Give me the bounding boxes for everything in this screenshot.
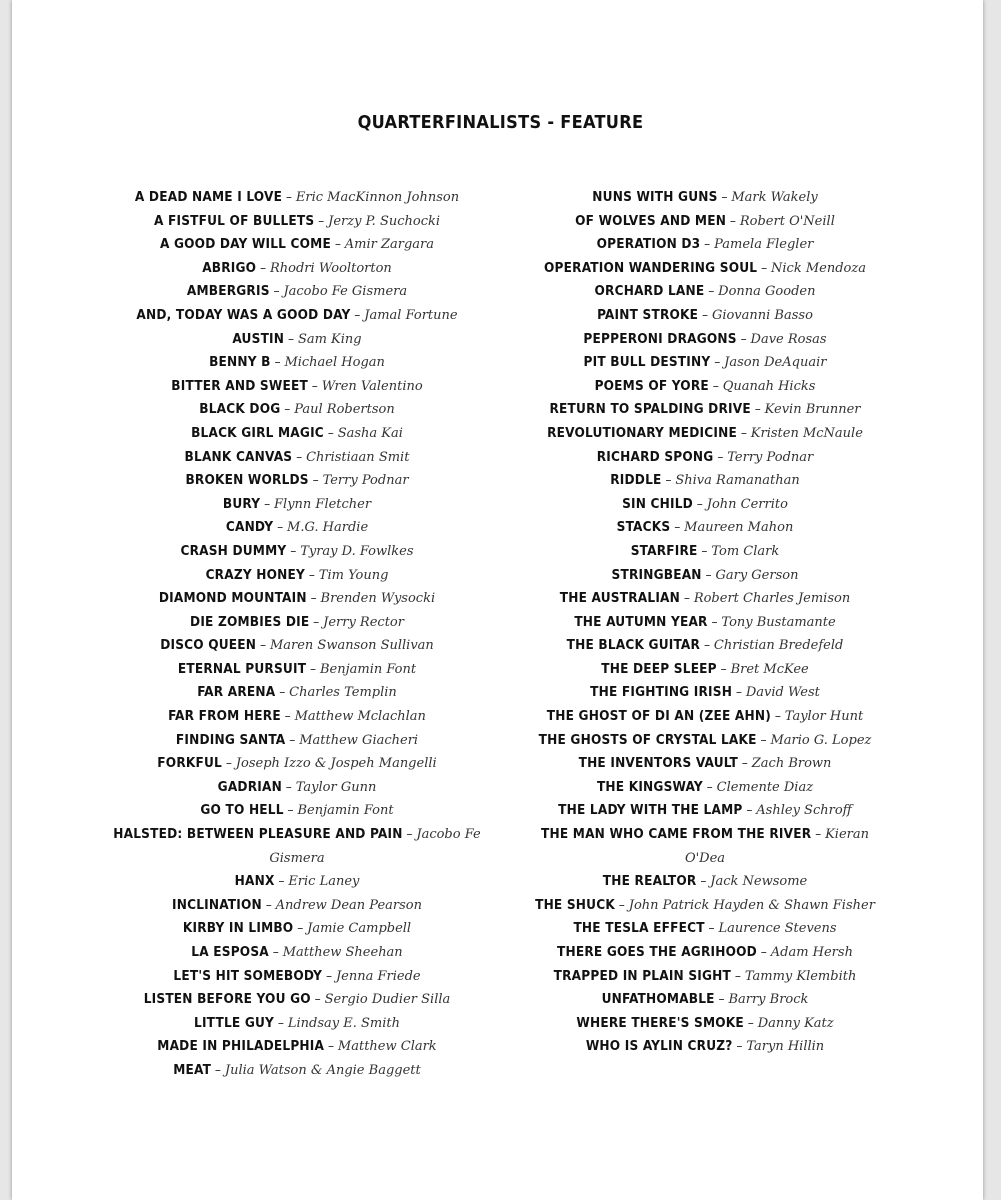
list-item	[520, 516, 890, 540]
author-name: Paul Robertson	[294, 402, 395, 418]
author-name: Jason DeAquair	[724, 355, 827, 371]
author-name: Mark Wakely	[731, 190, 818, 205]
film-title: THE SHUCK	[535, 896, 615, 913]
separator: –	[281, 778, 296, 795]
separator: –	[280, 401, 295, 418]
separator: –	[756, 944, 771, 960]
list-item	[520, 870, 890, 894]
list-item	[112, 705, 482, 729]
list-item	[112, 304, 482, 328]
author-name: Amir Zargara	[344, 237, 435, 253]
author-name: Sergio Dudier Silla	[324, 992, 451, 1008]
author-name: Terry Podnar	[322, 473, 409, 489]
separator: –	[743, 1014, 758, 1031]
film-title: A FISTFUL OF BULLETS	[153, 212, 315, 229]
film-title: POEMS OF YORE	[594, 377, 709, 394]
film-title: WHO IS AYLIN CRUZ?	[585, 1038, 733, 1055]
author-name: Maureen Mahon	[684, 520, 794, 536]
film-title: NUNS WITH GUNS	[592, 189, 718, 205]
separator: –	[275, 684, 290, 701]
list-item	[520, 257, 890, 281]
list-item	[112, 1012, 482, 1036]
list-item	[520, 705, 890, 729]
list-item	[520, 634, 890, 658]
separator: –	[742, 802, 757, 819]
list-item	[520, 351, 890, 375]
film-title: A DEAD NAME I LOVE	[134, 189, 283, 205]
author-name: Nick Mendoza	[771, 260, 866, 276]
author-name: Danny Katz	[757, 1015, 834, 1031]
film-title: STACKS	[616, 519, 671, 536]
author-name: Giovanni Basso	[711, 307, 813, 323]
separator: –	[697, 542, 712, 559]
list-item	[520, 398, 890, 422]
author-name: M.G. Hardie	[287, 520, 369, 536]
author-name: Christian Bredefeld	[713, 638, 844, 654]
film-title: RICHARD SPONG	[596, 448, 714, 465]
list-item	[520, 564, 890, 588]
list-item	[112, 564, 482, 588]
film-title: THE AUTUMN YEAR	[574, 613, 708, 630]
author-name: Dave Rosas	[750, 331, 827, 347]
author-name: Kieran O'Dea	[684, 827, 869, 866]
separator: –	[707, 613, 722, 630]
author-name: Tammy Klembith	[744, 968, 857, 984]
separator: –	[273, 519, 288, 536]
list-item	[112, 493, 482, 517]
separator: –	[285, 731, 300, 748]
separator: –	[757, 259, 772, 276]
author-name: Julia Watson & Angie Baggett	[224, 1062, 421, 1078]
separator: –	[732, 1038, 747, 1055]
film-title: DIE ZOMBIES DIE	[190, 613, 310, 630]
film-title: DISCO QUEEN	[160, 637, 257, 654]
separator: –	[269, 283, 284, 300]
separator: –	[704, 283, 719, 300]
film-title: INCLINATION	[172, 896, 262, 913]
author-name: Shiva Ramanathan	[675, 473, 800, 489]
author-name: Maren Swanson Sullivan	[269, 638, 434, 654]
list-item	[112, 681, 482, 705]
separator: –	[716, 660, 731, 677]
author-name: Jerry Rector	[323, 614, 404, 630]
list-item	[112, 988, 482, 1012]
author-name: Zach Brown	[751, 756, 832, 772]
list-item	[520, 328, 890, 352]
film-title: ETERNAL PURSUIT	[177, 660, 307, 677]
list-item	[112, 752, 482, 776]
list-item	[520, 540, 890, 564]
separator: –	[710, 354, 725, 371]
author-name: John Cerrito	[706, 496, 788, 512]
film-title: STARFIRE	[630, 542, 698, 559]
separator: –	[350, 306, 365, 323]
film-title: WHERE THERE'S SMOKE	[576, 1014, 744, 1031]
list-item	[520, 469, 890, 493]
author-name: Flynn Fletcher	[274, 496, 372, 512]
separator: –	[308, 472, 323, 489]
list-item	[112, 587, 482, 611]
film-title: LET'S HIT SOMEBODY	[173, 967, 323, 984]
film-title: THE KINGSWAY	[596, 778, 703, 795]
list-item	[112, 894, 482, 918]
film-title: RIDDLE	[610, 472, 662, 489]
author-name: Bret McKee	[730, 661, 809, 677]
separator: –	[701, 566, 716, 583]
separator: –	[283, 802, 298, 819]
list-item	[520, 941, 890, 965]
author-name: John Patrick Hayden & Shawn Fisher	[628, 897, 875, 913]
author-name: Kevin Brunner	[764, 402, 861, 418]
film-title: THE LADY WITH THE LAMP	[558, 802, 743, 819]
separator: –	[261, 896, 276, 913]
separator: –	[736, 330, 751, 347]
film-title: THE TESLA EFFECT	[573, 920, 705, 937]
author-name: Charles Templin	[289, 685, 397, 701]
film-title: OF WOLVES AND MEN	[575, 212, 727, 229]
film-title: FAR FROM HERE	[168, 708, 281, 725]
list-item	[520, 894, 890, 918]
film-title: BROKEN WORLDS	[185, 472, 309, 489]
separator: –	[322, 967, 336, 984]
author-name: Clemente Diaz	[716, 779, 814, 795]
separator: –	[680, 590, 694, 607]
author-name: Matthew Giacheri	[299, 732, 419, 748]
film-title: BLACK DOG	[199, 401, 281, 418]
separator: –	[323, 424, 338, 441]
author-name: Tony Bustamante	[721, 614, 836, 630]
film-title: DIAMOND MOUNTAIN	[158, 590, 307, 607]
film-title: BLACK GIRL MAGIC	[191, 424, 324, 441]
list-item	[112, 398, 482, 422]
separator: –	[661, 472, 676, 489]
list-item	[112, 516, 482, 540]
film-title: PEPPERONI DRAGONS	[583, 330, 737, 347]
film-title: FAR ARENA	[197, 684, 276, 701]
author-name: Lindsay E. Smith	[287, 1015, 400, 1031]
separator: –	[698, 306, 712, 323]
separator: –	[280, 708, 295, 725]
author-name: Jack Newsome	[710, 874, 808, 890]
list-item	[520, 375, 890, 399]
author-name: Andrew Dean Pearson	[275, 897, 422, 913]
film-title: BURY	[222, 495, 261, 512]
film-title: ABRIGO	[202, 259, 257, 276]
film-title: CRASH DUMMY	[180, 542, 287, 559]
film-title: BLANK CANVAS	[184, 448, 293, 465]
list-item	[520, 1035, 890, 1059]
list-item	[112, 351, 482, 375]
separator: –	[286, 542, 301, 559]
author-name: Jamie Campbell	[307, 921, 412, 937]
author-name: Donna Gooden	[718, 284, 816, 300]
film-title: GADRIAN	[217, 778, 282, 795]
list-item	[112, 186, 482, 210]
author-name: Ashley Schroff	[756, 803, 852, 819]
author-name: Jerzy P. Suchocki	[328, 213, 441, 229]
author-name: David West	[745, 685, 820, 701]
author-name: Mario G. Lopez	[770, 732, 872, 748]
separator: –	[726, 212, 740, 229]
separator: –	[614, 896, 629, 913]
author-name: Quanah Hicks	[722, 378, 816, 394]
separator: –	[270, 354, 285, 371]
author-name: Rhodri Wooltorton	[270, 260, 392, 276]
separator: –	[292, 448, 307, 465]
author-name: Tim Young	[318, 567, 389, 583]
author-name: Brenden Wysocki	[320, 591, 436, 607]
list-item	[520, 681, 890, 705]
author-name: Jenna Friede	[335, 968, 421, 984]
list-item	[112, 422, 482, 446]
film-title: STRINGBEAN	[611, 566, 702, 583]
author-name: Jacobo Fe Gismera	[269, 827, 481, 866]
film-title: CANDY	[225, 519, 274, 536]
list-item	[520, 186, 890, 210]
author-name: Sam King	[297, 331, 362, 347]
author-name: Kristen McNaule	[750, 425, 863, 441]
film-title: AMBERGRIS	[186, 283, 270, 300]
author-name: Taylor Hunt	[784, 709, 864, 725]
list-item	[112, 965, 482, 989]
film-title: PIT BULL DESTINY	[583, 354, 711, 371]
film-title: FORKFUL	[157, 755, 222, 772]
list-item	[112, 1059, 482, 1083]
list-item	[112, 870, 482, 894]
film-title: UNFATHOMABLE	[601, 991, 715, 1008]
separator: –	[211, 1061, 225, 1078]
list-item	[112, 375, 482, 399]
author-name: Laurence Stevens	[718, 921, 837, 937]
separator: –	[260, 495, 275, 512]
film-title: THE MAN WHO CAME FROM THE RIVER	[541, 826, 812, 843]
author-name: Eric MacKinnon Johnson	[295, 190, 460, 205]
list-item	[112, 799, 482, 823]
author-name: Jamal Fortune	[364, 307, 458, 323]
film-title: BENNY B	[209, 354, 271, 371]
list-item	[112, 469, 482, 493]
author-name: Adam Hersh	[770, 945, 853, 960]
author-name: Benjamin Font	[319, 661, 417, 677]
separator: –	[771, 708, 785, 725]
list-item	[112, 540, 482, 564]
separator: –	[284, 330, 298, 347]
author-name: Matthew Mclachlan	[294, 709, 426, 725]
list-item	[112, 611, 482, 635]
list-item	[520, 823, 890, 870]
film-title: KIRBY IN LIMBO	[182, 920, 294, 937]
film-title: CRAZY HONEY	[205, 566, 305, 583]
separator: –	[713, 448, 728, 465]
separator: –	[330, 236, 345, 253]
film-title: SIN CHILD	[622, 495, 693, 512]
author-name: Terry Podnar	[727, 449, 814, 465]
separator: –	[307, 377, 322, 394]
list-item	[112, 634, 482, 658]
separator: –	[314, 212, 329, 229]
list-item	[112, 776, 482, 800]
author-name: Eric Laney	[288, 874, 360, 890]
separator: –	[811, 826, 826, 843]
list-item	[520, 776, 890, 800]
list-item	[520, 446, 890, 470]
list-item	[520, 988, 890, 1012]
list-item	[112, 823, 482, 870]
list-item	[520, 422, 890, 446]
separator: –	[306, 590, 321, 607]
list-item	[520, 233, 890, 257]
list-item	[520, 799, 890, 823]
author-name: Taryn Hillin	[746, 1039, 825, 1055]
separator: –	[737, 755, 752, 772]
separator: –	[309, 613, 324, 630]
film-title: MEAT	[173, 1061, 212, 1078]
list-item	[520, 752, 890, 776]
separator: –	[293, 920, 308, 937]
separator: –	[692, 495, 707, 512]
separator: –	[324, 1038, 338, 1055]
film-title: THERE GOES THE AGRIHOOD	[557, 944, 757, 960]
film-title: THE GHOSTS OF CRYSTAL LAKE	[538, 731, 757, 748]
film-title: OPERATION D3	[596, 236, 701, 253]
separator: –	[731, 967, 745, 984]
film-title: THE AUSTRALIAN	[559, 590, 681, 607]
separator: –	[306, 660, 320, 677]
separator: –	[732, 684, 746, 701]
separator: –	[700, 637, 714, 654]
author-name: Matthew Sheehan	[282, 945, 403, 960]
separator: –	[256, 259, 270, 276]
author-name: Barry Brock	[728, 992, 809, 1008]
separator: –	[704, 920, 719, 937]
author-name: Matthew Clark	[337, 1039, 437, 1055]
list-item	[520, 587, 890, 611]
author-name: Robert O'Neill	[739, 213, 835, 229]
separator: –	[282, 189, 296, 205]
author-name: Joseph Izzo & Jospeh Mangelli	[235, 756, 437, 772]
author-name: Jacobo Fe Gismera	[283, 284, 408, 300]
film-title: LA ESPOSA	[191, 944, 269, 960]
film-title: AUSTIN	[232, 330, 285, 347]
film-title: OPERATION WANDERING SOUL	[544, 259, 758, 276]
author-name: Wren Valentino	[321, 378, 423, 394]
author-name: Tyray D. Fowlkes	[300, 543, 414, 559]
separator: –	[268, 944, 283, 960]
film-title: THE DEEP SLEEP	[601, 660, 717, 677]
separator: –	[708, 377, 723, 394]
separator: –	[274, 873, 289, 890]
separator: –	[222, 755, 236, 772]
separator: –	[305, 566, 319, 583]
author-name: Michael Hogan	[284, 355, 385, 371]
separator: –	[696, 873, 711, 890]
film-title: THE GHOST OF DI AN (ZEE AHN)	[546, 708, 771, 725]
film-title: REVOLUTIONARY MEDICINE	[547, 424, 737, 441]
list-item	[520, 658, 890, 682]
list-item	[112, 941, 482, 965]
list-item	[112, 280, 482, 304]
separator: –	[714, 991, 729, 1008]
separator: –	[717, 189, 732, 205]
film-title: BITTER AND SWEET	[171, 377, 308, 394]
film-title: FINDING SANTA	[175, 731, 286, 748]
list-item	[520, 729, 890, 753]
list-item	[112, 210, 482, 234]
separator: –	[402, 826, 417, 843]
list-item	[520, 304, 890, 328]
separator: –	[736, 424, 751, 441]
list-item	[112, 233, 482, 257]
list-item	[520, 611, 890, 635]
film-title: RETURN TO SPALDING DRIVE	[549, 401, 751, 418]
separator: –	[750, 401, 765, 418]
list-item	[112, 1035, 482, 1059]
separator: –	[702, 778, 717, 795]
author-name: Tom Clark	[711, 543, 780, 559]
film-title: A GOOD DAY WILL COME	[159, 236, 331, 253]
author-name: Sasha Kai	[337, 425, 403, 441]
film-title: ORCHARD LANE	[594, 283, 705, 300]
list-item	[520, 210, 890, 234]
film-title: LISTEN BEFORE YOU GO	[143, 991, 311, 1008]
film-title: MADE IN PHILADELPHIA	[157, 1038, 325, 1055]
author-name: Robert Charles Jemison	[693, 591, 851, 607]
film-title: HALSTED: BETWEEN PLEASURE AND PAIN	[113, 826, 403, 843]
separator: –	[670, 519, 685, 536]
separator: –	[274, 1014, 288, 1031]
author-name: Pamela Flegler	[714, 237, 814, 253]
left-column-list	[112, 186, 482, 1083]
list-item	[112, 658, 482, 682]
list-item	[112, 917, 482, 941]
author-name: Taylor Gunn	[295, 779, 377, 795]
author-name: Benjamin Font	[297, 803, 394, 819]
list-item	[520, 1012, 890, 1036]
list-item	[520, 965, 890, 989]
list-item	[520, 493, 890, 517]
separator: –	[256, 637, 270, 654]
film-title: TRAPPED IN PLAIN SIGHT	[553, 967, 732, 984]
separator: –	[310, 991, 325, 1008]
list-item	[520, 280, 890, 304]
film-title: PAINT STROKE	[597, 306, 699, 323]
page-title: QUARTERFINALISTS - FEATURE	[357, 112, 644, 133]
author-name: Christiaan Smit	[306, 449, 410, 465]
film-title: THE INVENTORS VAULT	[578, 755, 738, 772]
list-item	[112, 446, 482, 470]
separator: –	[756, 731, 771, 748]
right-column-list	[520, 186, 890, 1059]
list-item	[112, 328, 482, 352]
film-title: LITTLE GUY	[194, 1014, 275, 1031]
film-title: THE BLACK GUITAR	[566, 637, 701, 654]
film-title: HANX	[234, 873, 275, 890]
list-item	[520, 917, 890, 941]
film-title: THE REALTOR	[602, 873, 697, 890]
separator: –	[700, 236, 715, 253]
author-name: Gary Gerson	[715, 567, 799, 583]
film-title: AND, TODAY WAS A GOOD DAY	[136, 306, 351, 323]
list-item	[112, 729, 482, 753]
film-title: THE FIGHTING IRISH	[590, 684, 733, 701]
film-title: GO TO HELL	[200, 802, 284, 819]
list-item	[112, 257, 482, 281]
